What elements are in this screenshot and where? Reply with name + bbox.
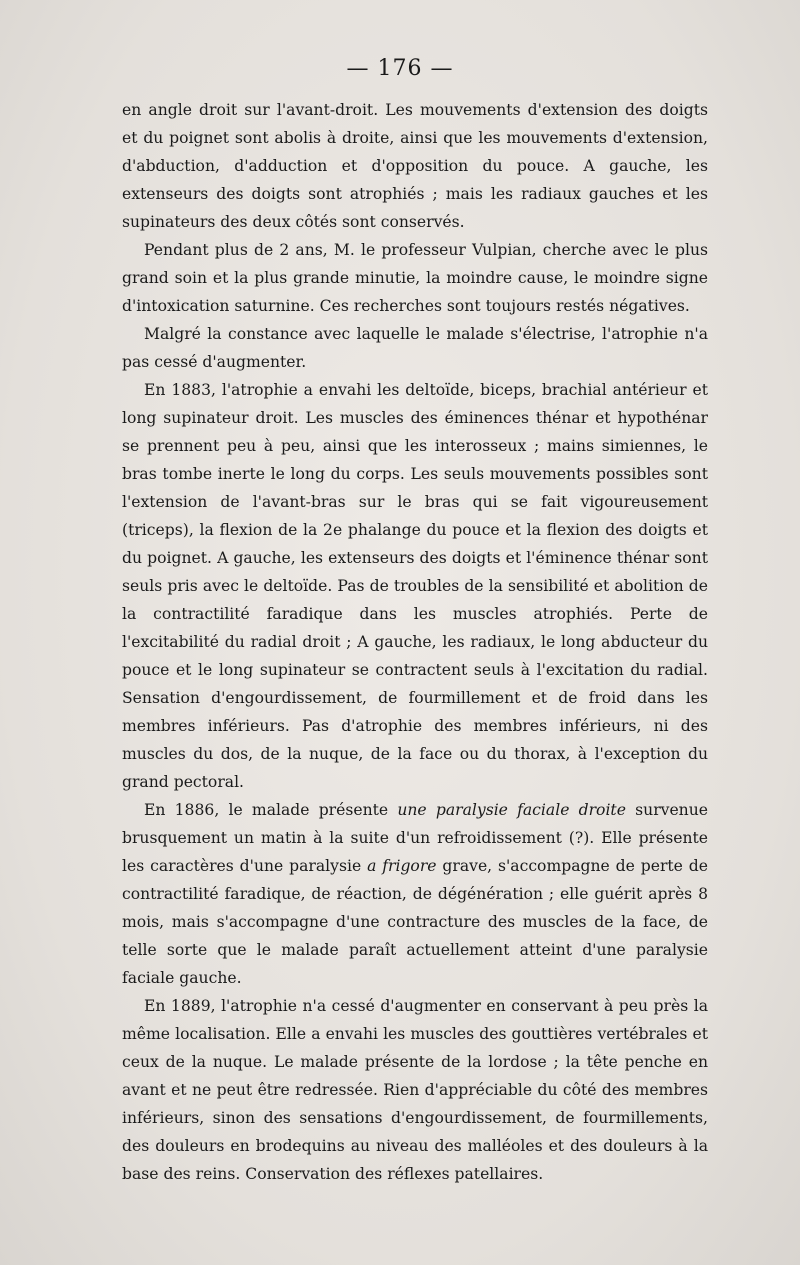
paragraph-4: En 1883, l'atrophie a envahi les deltoïde, biceps, brachial antérieur et long supinateur droit. Les muscles des éminences thénar et hypothénar se prennent peu à peu, ainsi que les interosseux ; mains simiennes, le bras tombe inerte le long du corps. Les seuls mouvements possibles sont l'extension de l'avant-bras sur le bras qui se fait vigoureusement (triceps), la flexion de la 2e phalange du pouce et la flexion des doigts et du poignet. A gauche, les extenseurs des doigts et l'éminence thénar sont seuls pris avec le deltoïde. Pas de troubles de la sensibilité et abolition de la contractilité faradique dans les muscles atrophiés. Perte de l'excitabilité du radial droit ; A gauche, les radiaux, le long abducteur du pouce et le long supinateur se contractent seuls à l'excitation du radial. Sensation d'engourdissement, de fourmillement et de froid dans les membres inférieurs. Pas d'atrophie des membres inférieurs, ni des muscles du dos, de la nuque, de la face ou du thorax, à l'exception du grand pectoral. <box>122 381 708 791</box>
page-number: — 176 — <box>346 56 454 81</box>
paragraph-5-text-c: grave, s'accompagne de perte de contractilité faradique, de réaction, de dégénération ; elle guérit après 8 mois, mais s'accompagne d'une contracture des muscles de la face, de telle sorte que le malade paraît actuellement atteint d'une paralysie faciale gauche. <box>122 857 708 987</box>
paragraph-5 <box>122 796 708 992</box>
paragraph-2: Pendant plus de 2 ans, M. le professeur Vulpian, cherche avec le plus grand soin et la plus grande minutie, la moindre cause, le moindre signe d'intoxication saturnine. Ces recherches sont toujours restés négatives. <box>122 241 708 315</box>
paragraph-5-italic-a: une paralysie faciale droite <box>397 801 626 819</box>
body-text <box>122 96 708 1188</box>
paragraph-5-text-b: survenue brusquement un matin à la suite d'un refroidissement (?). Elle présente les caractères d'une paralysie <box>122 801 708 875</box>
paragraph-3: Malgré la constance avec laquelle le malade s'électrise, l'atrophie n'a pas cessé d'augmenter. <box>122 325 708 371</box>
paragraph-5-italic-b: a frigore <box>367 857 437 875</box>
paragraph-6: En 1889, l'atrophie n'a cessé d'augmenter en conservant à peu près la même localisation. Elle a envahi les muscles des gouttières vertébrales et ceux de la nuque. Le malade présente de la lordose ; la tête penche en avant et ne peut être redressée. Rien d'appréciable du côté des membres inférieurs, sinon des sensations d'engourdissement, de fourmillements, des douleurs en brodequins au niveau des malléoles et des douleurs à la base des reins. Conservation des réflexes patellaires. <box>122 997 708 1183</box>
paragraph-1: en angle droit sur l'avant-droit. Les mouvements d'extension des doigts et du poignet sont abolis à droite, ainsi que les mouvements d'extension, d'abduction, d'adduction et d'opposition du pouce. A gauche, les extenseurs des doigts sont atrophiés ; mais les radiaux gauches et les supinateurs des deux côtés sont conservés. <box>122 101 708 231</box>
paragraph-5-text-a: En 1886, le malade présente <box>144 801 398 819</box>
